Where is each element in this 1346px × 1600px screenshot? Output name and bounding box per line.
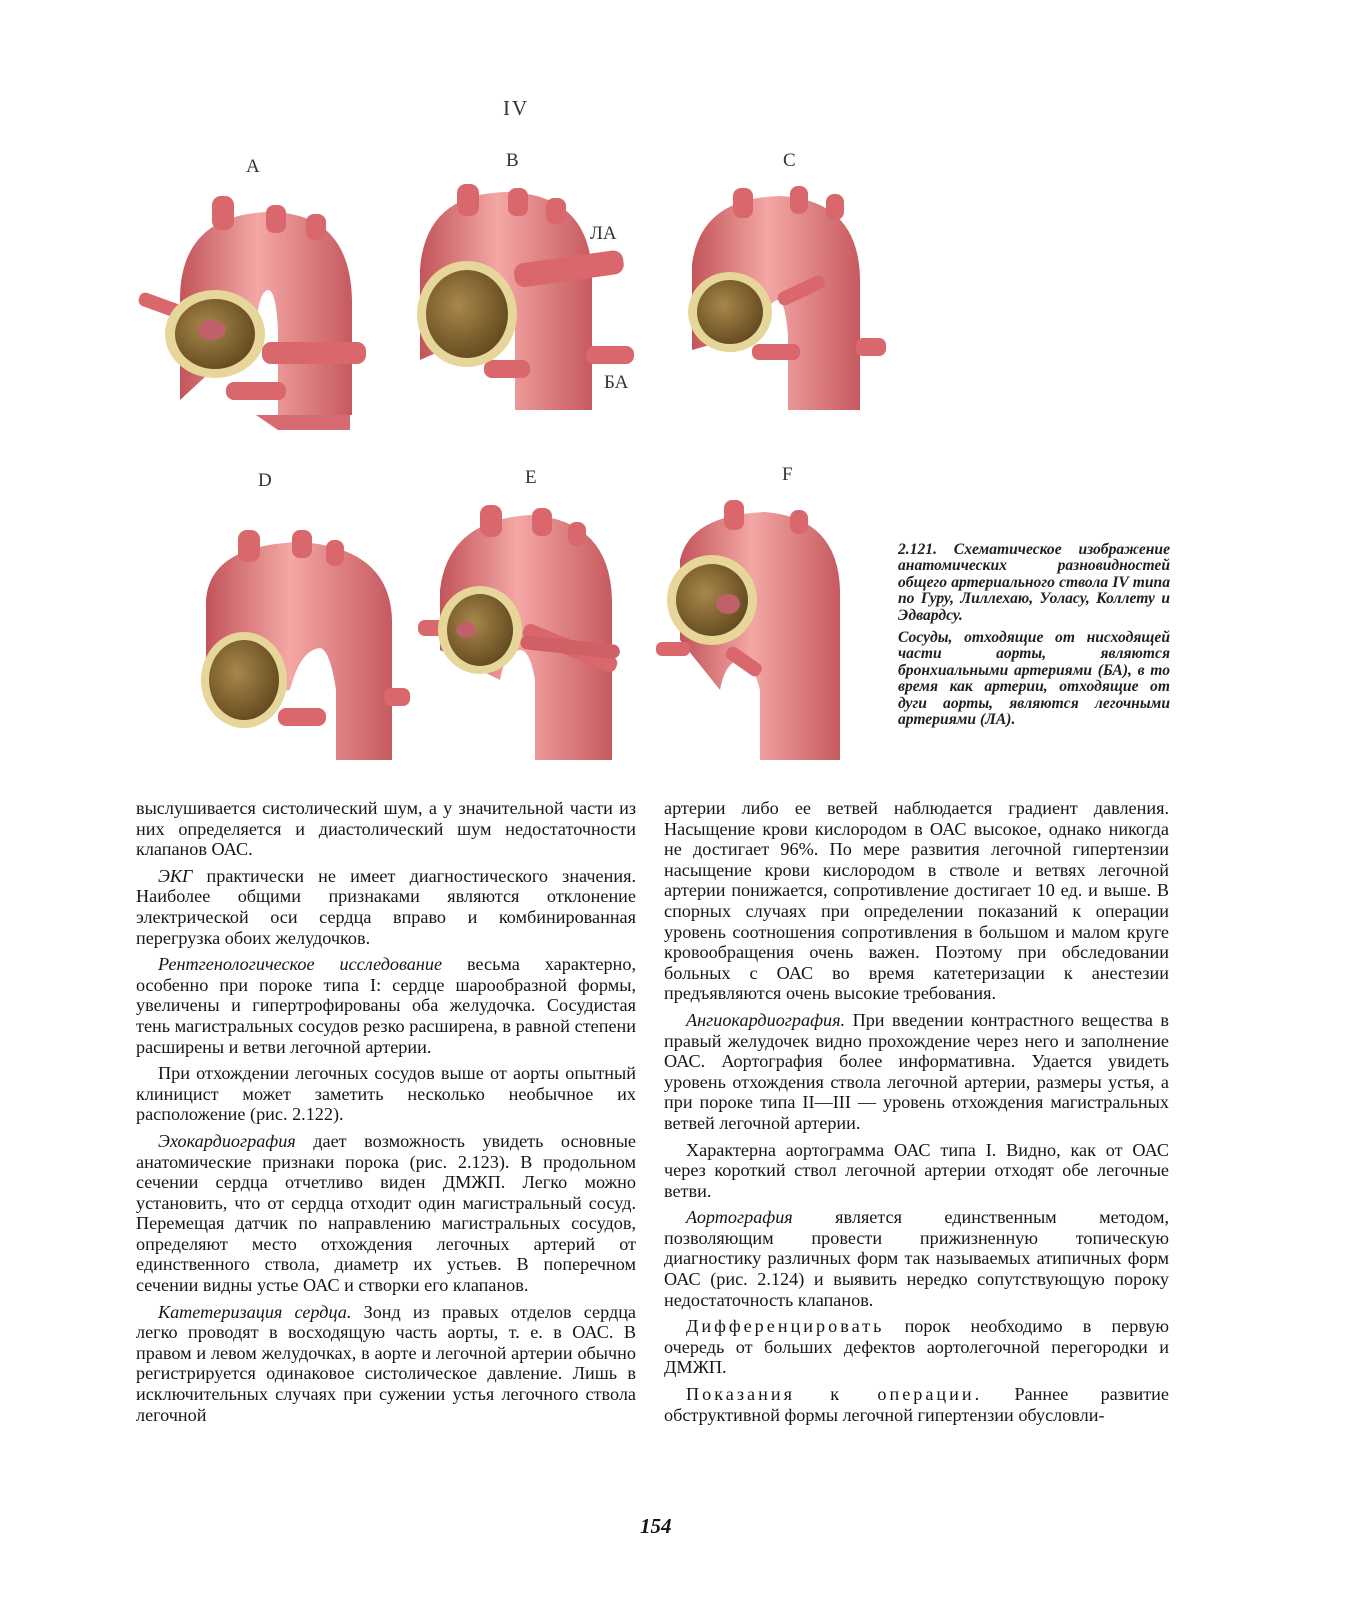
panel-label-d: D	[258, 470, 272, 491]
panel-e-illustration	[418, 505, 621, 760]
paragraph-angiocardiography: Ангиокардиография. При введении контрастного вещества в правый желудочек видно прохождение через него и заполнение ОАС. Аортография более информативна. Удается увидеть уровень отхождения ствола легочной артерии, размеры устья, а при пороке типа II—III — уровень отхождения магистральных ветвей легочной артерии.	[664, 1009, 1169, 1133]
paragraph-indications: Показания к операции. Раннее развитие обструктивной формы легочной гипертензии обусловли-	[664, 1384, 1169, 1425]
figure-type-label: IV	[503, 96, 530, 120]
panel-a-illustration	[137, 196, 366, 430]
panel-label-e: E	[525, 467, 537, 488]
text-column-right	[664, 798, 1169, 1431]
panel-label-b: B	[506, 150, 519, 171]
term-xray: Рентгенологическое исследование	[158, 954, 443, 975]
paragraph-echo: Эхокардиография дает возможность увидеть основные анатомические признаки порока (рис. 2.123). В продольном сечении сердца отчетливо виден ДМЖП. Легко можно установить, что от сердца отходит один магистральный сосуд. Перемещая датчик по направлению магистральных сосудов, определяют место отхождения легочных артерий от единственного ствола, диаметр их устьев. В поперечном сечении видны устье ОАС и створки его клапанов.	[136, 1130, 636, 1296]
paragraph: артерии либо ее ветвей наблюдается градиент давления. Насыщение крови кислородом в ОАС высокое, однако никогда не достигает 96%. По мере развития легочной гипертензии насыщение крови кислородом в стволе и ветвях легочной артерии понижается, сопротивление достигает 10 ед. и выше. В спорных случаях при определении показаний к операции уровень соотношения сопротивления в большом и малом круге кровообращения очень важен. Поэтому при обследовании больных с ОАС во время катетеризации к анестезии предъявляются очень высокие требования.	[664, 798, 1169, 1004]
figure-caption	[898, 542, 1170, 734]
page-number: 154	[640, 1514, 672, 1538]
term-differential: Дифференцировать	[686, 1316, 885, 1337]
paragraph-differential: Дифференцировать порок необходимо в первую очередь от больших дефектов аортолегочной перегородки и ДМЖП.	[664, 1316, 1169, 1378]
term-angiocardiography: Ангиокардиография.	[686, 1009, 846, 1030]
panel-d-illustration	[201, 530, 410, 760]
panel-b-illustration	[417, 184, 634, 410]
label-pulmonary-artery: ЛА	[590, 223, 617, 244]
paragraph-xray: Рентгенологическое исследование весьма характерно, особенно при пороке типа I: сердце шарообразной формы, увеличены и гипертрофированы оба желудочка. Сосудистая тень магистральных сосудов резко расширена, в равной степени расширены и ветви легочной артерии.	[136, 954, 636, 1057]
caption-title: 2.121. Схематическое изображение анатомических разновидностей общего артериального ствола IV типа по Гуру, Лиллехаю, Уоласу, Коллету и Эдвардсу.	[898, 541, 1170, 624]
panel-label-c: C	[783, 150, 796, 171]
paragraph-catheterization: Катетеризация сердца. Зонд из правых отделов сердца легко проводят в восходящую часть аорты, т. е. в ОАС. В правом и левом желудочках, в аорте и легочной артерии обычно регистрируется одинаковое систолическое давление. Лишь в исключительных случаях при сужении устья легочного ствола легочной	[136, 1301, 637, 1425]
paragraph: Характерна аортограмма ОАС типа I. Видно, как от ОАС через короткий ствол легочной артерии отходят обе легочные ветви.	[664, 1139, 1169, 1201]
panel-label-a: A	[246, 156, 260, 177]
paragraph: выслушивается систолический шум, а у значительной части из них определяется и диастолический шум недостаточности клапанов ОАС.	[136, 798, 636, 860]
text-column-left	[136, 798, 636, 1431]
label-bronchial-artery: БА	[604, 372, 629, 393]
panel-c-illustration	[688, 186, 886, 410]
paragraph-ecg: ЭКГ практически не имеет диагностического значения. Наиболее общими признаками являются отклонение электрической оси сердца вправо и комбинированная перегрузка обоих желудочков.	[136, 865, 636, 948]
term-echo: Эхокардиография	[158, 1130, 296, 1151]
paragraph: При отхождении легочных сосудов выше от аорты опытный клиницист может заметить несколько необычное их расположение (рис. 2.122).	[136, 1063, 636, 1125]
term-ecg: ЭКГ	[158, 865, 193, 886]
paragraph-aortography: Аортография является единственным методом, позволяющим провести прижизненную топическую диагностику различных форм так называемых атипичных форм ОАС (рис. 2.124) и выявить нередко сопутствующую пороку недостаточность клапанов.	[664, 1207, 1169, 1310]
term-catheterization: Катетеризация сердца.	[158, 1301, 352, 1322]
caption-note: Сосуды, отходящие от нисходящей части аорты, являются бронхиальными артериями (БА), в то время как артерии, отходящие от дуги аорты, являются легочными артериями (ЛА).	[898, 629, 1170, 729]
panel-label-f: F	[782, 464, 793, 485]
term-indications: Показания к операции.	[686, 1384, 983, 1405]
panel-f-illustration	[656, 500, 840, 760]
term-aortography: Аортография	[686, 1207, 793, 1228]
